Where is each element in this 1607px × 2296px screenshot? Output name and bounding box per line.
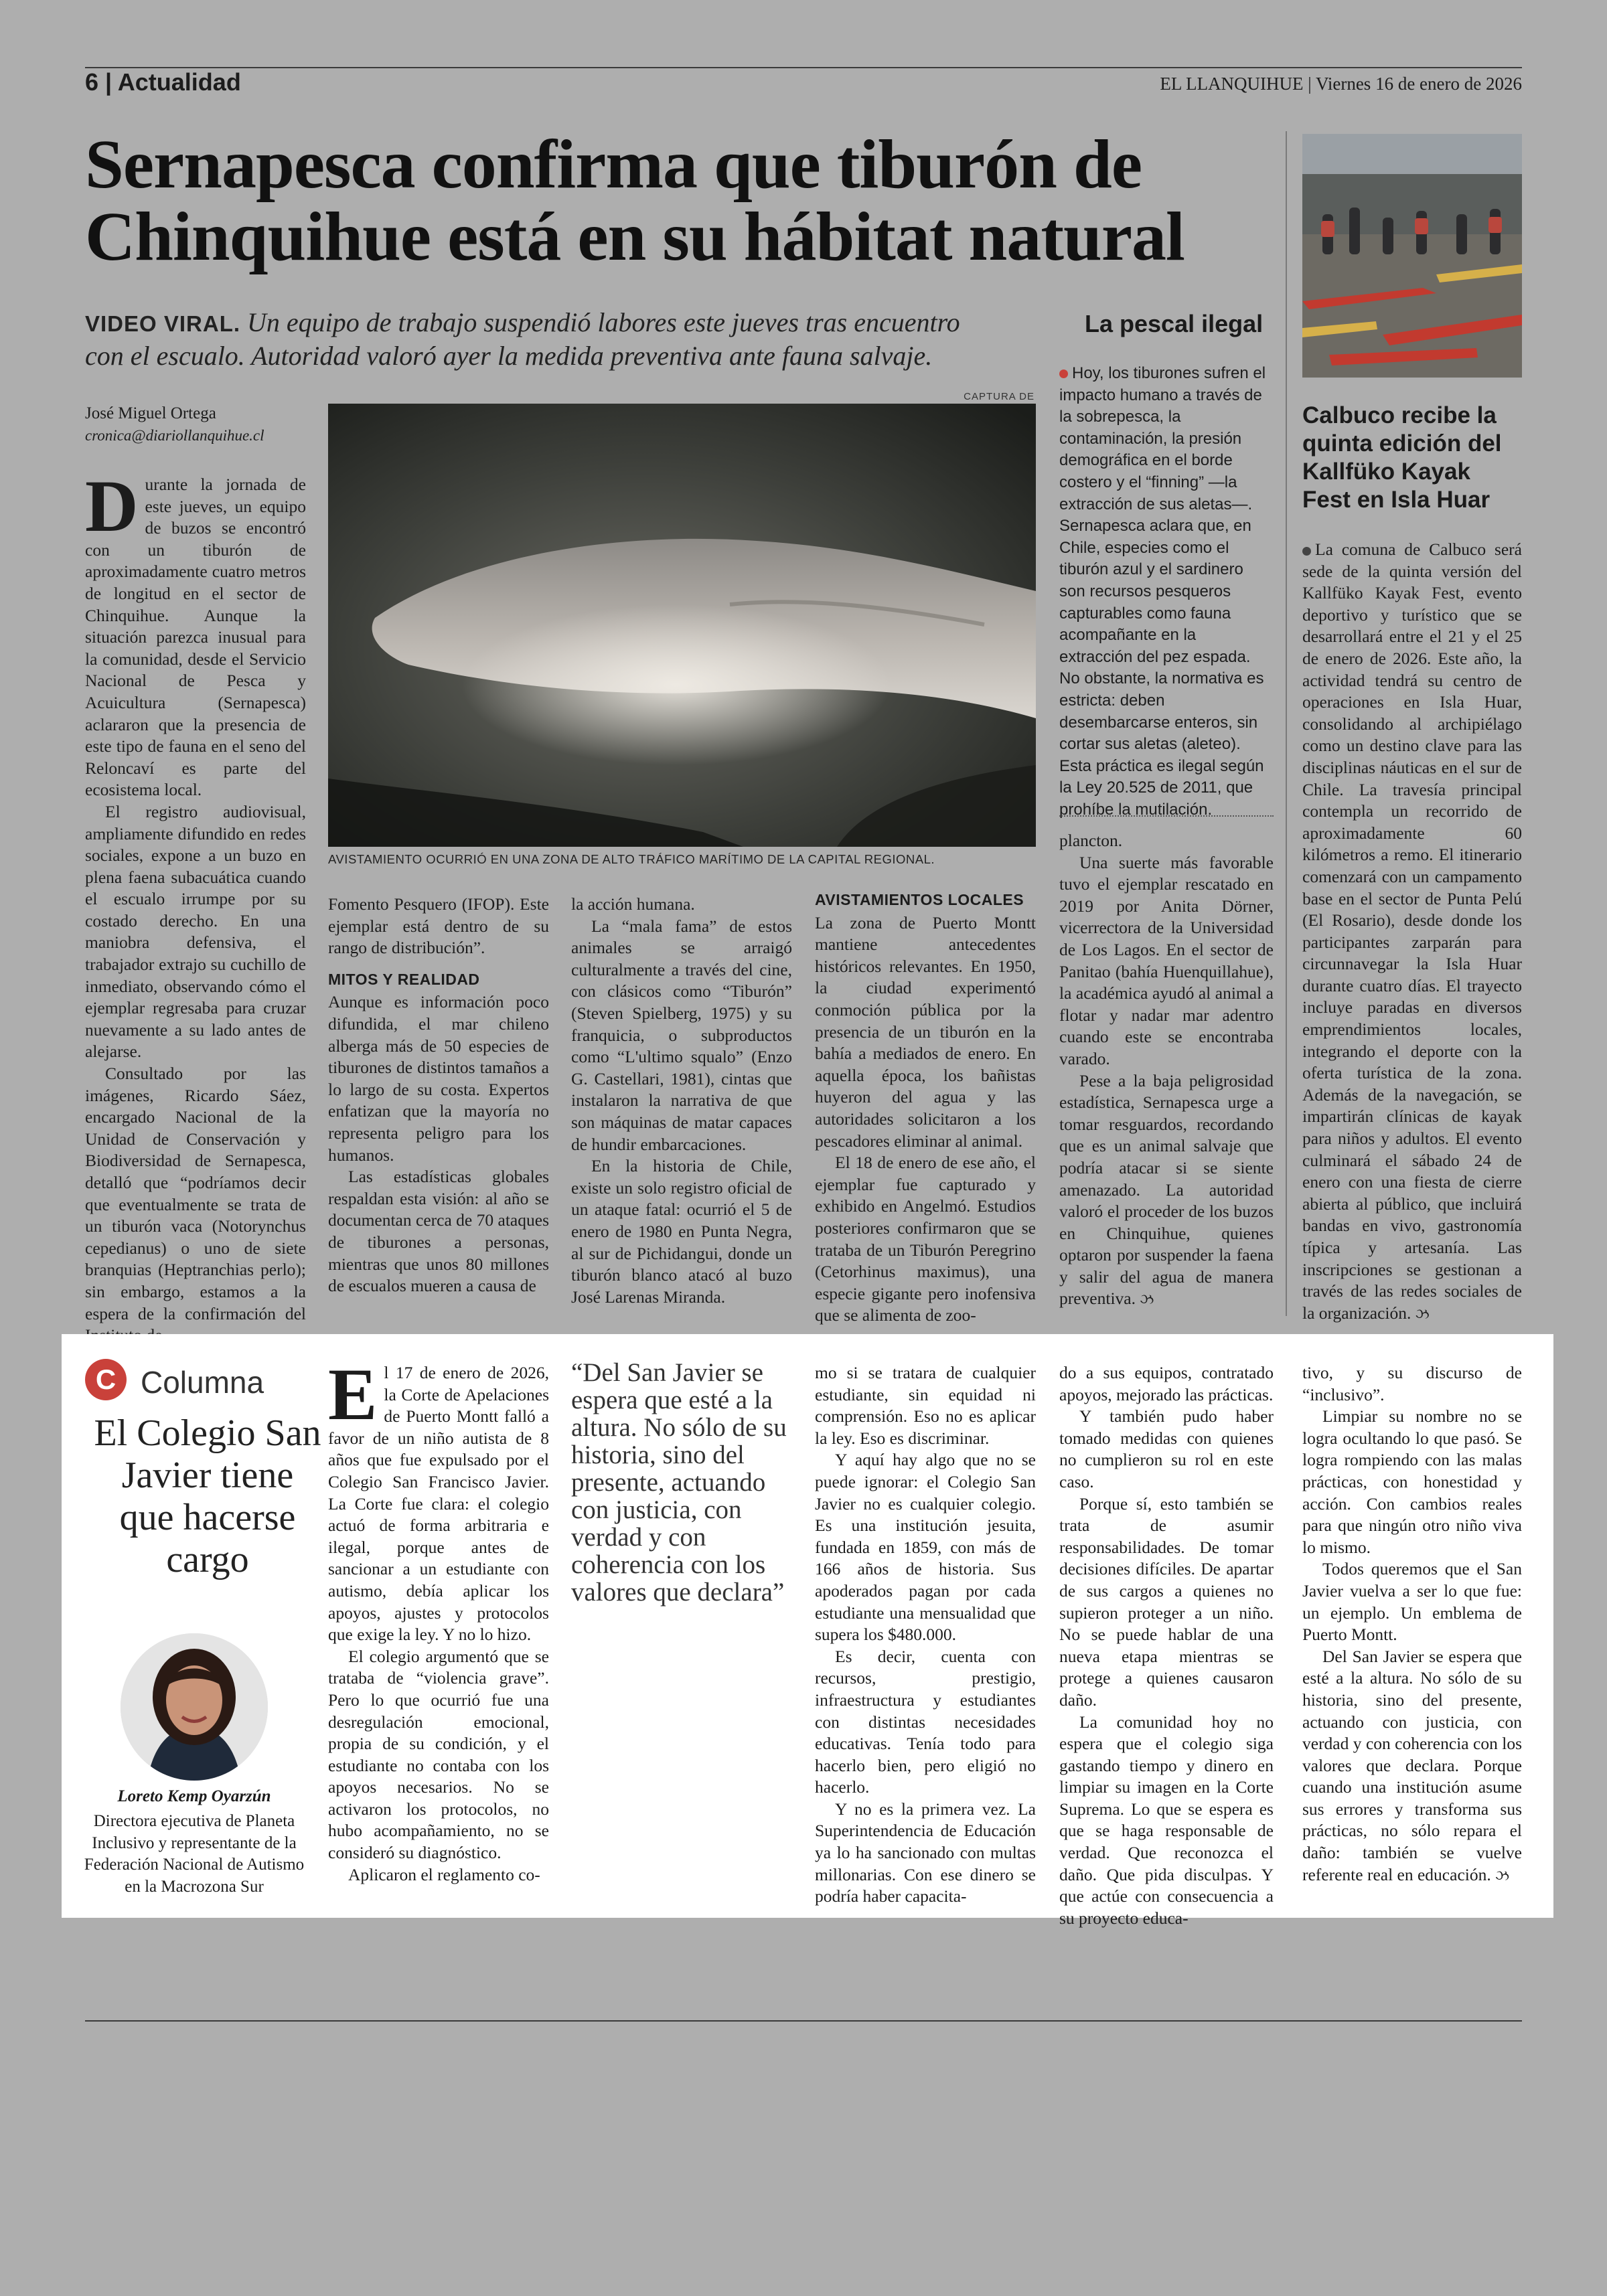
column-badge	[85, 1359, 127, 1400]
article-paragraph: El registro audiovisual, ampliamente difundido en redes sociales, expone a un buzo en plena faena subacuática cuando el escualo irrumpe por su costado derecho. En una maniobra defensiva, el trabajador extrajo su cuchillo de inmediato, observando cómo el ejemplar regresaba para cruzar nuevamente a su lado antes de alejarse.	[85, 801, 306, 1062]
column-paragraph: do a sus equipos, contratado apoyos, mejorado las prácticas.	[1059, 1363, 1274, 1404]
bullet-icon	[1302, 547, 1311, 556]
photo-credit: CAPTURA DE	[964, 391, 1035, 402]
column-author-name: Loreto Kemp Oyarzún	[117, 1787, 271, 1805]
headline	[85, 126, 1290, 275]
bottom-rule	[85, 2020, 1522, 2022]
issue-date: Viernes 16 de enero de 2026	[1315, 74, 1522, 94]
column-paragraph: Limpiar su nombre no se logra ocultando lo que pasó. Se logra rompiendo con las malas prácticas, con honestidad y acción. Con cambios reales para que ningún otro niño viva lo mismo.	[1302, 1406, 1522, 1557]
column-paragraph: Aplicaron el reglamento co-	[348, 1864, 540, 1884]
column-paragraph: mo si se tratara de cualquier estudiante, sin equidad ni comprensión. Eso no es aplicar la ley. Eso es discriminar.	[815, 1363, 1036, 1448]
sidebar-divider	[1059, 815, 1274, 817]
brief-photo	[1302, 134, 1522, 378]
bullet-icon	[1059, 370, 1068, 378]
column-text-3	[1059, 1362, 1274, 1929]
photo-caption: AVISTAMIENTO OCURRIÓ EN UNA ZONA DE ALTO TRÁFICO MARÍTIMO DE LA CAPITAL REGIONAL.	[328, 852, 935, 866]
end-mark-icon: ઝ	[1415, 1305, 1430, 1322]
column-paragraph: Del San Javier se espera que esté a la altura. No sólo de su historia, sino del presente, actuando con justicia, con verdad y con coherencia con los valores que declara. Porque cuando una institución asume sus errores y transforma sus prácticas, no sólo repara el daño: también se vuelve referente real en educación. ઝ	[1302, 1646, 1522, 1884]
pull-quote: “Del San Javier se espera que esté a la altura. No sólo de su historia, sino del presente, actuando con justicia, con verdad y con coherencia con los valores que declara”	[571, 1358, 787, 1607]
article-column-5	[1059, 830, 1274, 1311]
column-paragraph: El colegio argumentó que se trataba de “violencia grave”. Pero lo que ocurrió fue una desregulación emocional, propia de su condición, y el estudiante no contaba con los apoyos necesarios. No se activaron los protocolos, no hubo acompañamiento, no se consideró su diagnóstico.	[328, 1646, 549, 1863]
headline-line-1: Sernapesca confirma que tiburón de	[85, 126, 1142, 203]
deck-part-2: con el escualo. Autoridad valoró ayer la medida preventiva ante fauna salvaje.	[85, 341, 933, 371]
column-text-1	[328, 1354, 549, 1886]
kicker: VIDEO VIRAL.	[85, 311, 241, 336]
shark-underwater-photo	[328, 404, 1036, 847]
article-paragraph: El 18 de enero de ese año, el ejemplar fue capturado y exhibido en Angelmó. Estudios posteriores confirmaron que se trataba de un Tiburón Peregrino (Cetorhinus maximus), una especie gigante pero inofensiva que se alimenta de zoo-	[815, 1153, 1036, 1325]
column-dropcap: E	[328, 1354, 378, 1435]
column-label: Columna	[141, 1365, 264, 1400]
masthead-meta: EL LLANQUIHUE | Viernes 16 de enero de 2026	[1160, 74, 1522, 94]
column-paragraph: El 17 de enero de 2026, la Corte de Apelaciones de Puerto Montt falló a favor de un niño autista de 8 años que fue expulsado por el Colegio San Francisco Javier. La Corte fue clara: el colegio actuó de forma arbitraria e ilegal, porque antes de sancionar a un estudiante con autismo, debía aplicar los apoyos, ajustes y protocolos que exige la ley. Y no lo hizo.	[328, 1354, 549, 1645]
article-column-4	[815, 889, 1036, 1327]
article-paragraph: En la historia de Chile, existe un solo registro oficial de un ataque fatal: ocurrió el 5 de enero de 1980 en Punta Negra, al sur de Pichidangui, donde un tiburón blanco atacó al buzo José Larenas Miranda.	[571, 1156, 792, 1307]
article-paragraph: La zona de Puerto Montt mantiene antecedentes históricos relevantes. En 1950, la ciudad experimentó conmoción pública por la presencia de un tiburón en la bahía a mediados de enero. En aquella época, los bañistas huyeron del agua y las autoridades solicitaron a los pescadores eliminar al animal.	[815, 912, 1036, 1151]
article-column-1	[85, 465, 306, 1347]
page-folio: 6 | Actualidad	[85, 68, 241, 96]
article-paragraph: Fomento Pesquero (IFOP). Este ejemplar está dentro de su rango de distribución”.	[328, 894, 549, 958]
sidebar-box-text: Hoy, los tiburones sufren el impacto humano a través de la sobrepesca, la contaminación, la presión demográfica en el borde costero y el “finning” —la extracción de sus aletas—. Sernapesca aclara que, en Chile, especies como el tiburón azul y el sardinero son recursos pesqueros capturables como fauna acompañante en la extracción del pez espada. No obstante, la normativa es estricta: deben desembarcarse enteros, sin cortar sus aletas (aleteo). Esta práctica es ilegal según la Ley 20.525 de 2011, que prohíbe la mutilación.	[1059, 364, 1266, 819]
deck	[85, 307, 1063, 372]
article-paragraph: la acción humana.	[571, 894, 695, 914]
author-name: José Miguel Ortega	[85, 404, 216, 422]
end-mark-icon: ઝ	[1495, 1866, 1510, 1884]
article-paragraph: Una suerte más favorable tuvo el ejemplar rescatado en 2019 por Anita Dörner, vicerrectora de la Universidad de Los Lagos. En el sector de Panitao (bahía Huenquillahue), la académica ayudó al animal a flotar y nadar mar adentro cuando este se encontraba varado.	[1059, 852, 1274, 1068]
column-paragraph: Porque sí, esto también se trata de asumir responsabilidades. De tomar decisiones difíciles. De apartar de sus cargos a quienes no supieron proteger a un niño. No se puede hablar de una nueva etapa mientras se protege a quienes causaron daño.	[1059, 1493, 1274, 1710]
article-paragraph: plancton.	[1059, 831, 1123, 850]
headline-line-2: Chinquihue está en su hábitat natural	[85, 198, 1184, 275]
newspaper-name: EL LLANQUIHUE	[1160, 74, 1304, 94]
column-paragraph: Todos queremos que el San Javier vuelva a ser lo que fue: un ejemplo. Un emblema de Puerto Montt.	[1302, 1559, 1522, 1645]
author-photo	[121, 1633, 268, 1781]
dropcap: D	[85, 465, 139, 547]
article-column-2	[328, 894, 549, 1297]
sidebar-box-title: La pescal ilegal	[1085, 310, 1264, 337]
article-paragraph: Consultado por las imágenes, Ricardo Sáez, encargado Nacional de la Unidad de Conservación y Biodiversidad de Sernapesca, detalló que “podríamos decir que eventualmente se trata de un tiburón vaca (Notorynchus cepedianus) o uno de siete branquias (Heptranchias perlo); sin embargo, estamos a la espera de la confirmación del	[85, 1064, 306, 1323]
page-number: 6	[85, 68, 99, 96]
deck-part-1: Un equipo de trabajo suspendió labores este jueves tras encuentro	[240, 307, 960, 337]
brief-paragraph: La comuna de Calbuco será sede de la quinta versión del Kallfüko Kayak Fest, evento deportivo y turístico que se desarrollará entre el 21 y el 25 de enero de 2026. Este año, la actividad tendrá su centro de operaciones en Isla Huar, consolidando al archipiélago como un destino clave para las disciplinas náuticas en el sur de Chile. La travesía principal contempla un recorrido de aproximadamente 60 kilómetros a remo. El itinerario comenzará con un campamento base en el sector de Punta Pelú (El Rosario), desde donde los participantes zarparán para circunnavegar la Isla Huar durante cuatro días. El trayecto incluye paradas en diversos emprendimientos locales, integrando el deporte con la oferta turística de la zona. Además de la navegación, se impartirán clínicas de kayak para niños y adultos. El evento culminará el sábado 24 de enero con una fiesta de cierre abierta al público, que incluirá bandas en vivo, gastronomía típica y artesanía. Las inscripciones se gestionan a través de las redes sociales de la organización. ઝ	[1302, 540, 1522, 1323]
author-email[interactable]: cronica@diariollanquihue.cl	[85, 427, 264, 444]
article-paragraph: Pese a la baja peligrosidad estadística, Sernapesca urge a tomar resguardos, recordando que es un animal salvaje que podría atacar si se siente amenazado. La autoridad valoró el proceder de los buzos en Chinquihue, quienes optaron por suspender la faena y salir del agua de manera preventiva. ઝ	[1059, 1070, 1274, 1309]
section-name: Actualidad	[117, 68, 241, 96]
brief-headline: Calbuco recibe la quinta edición del Kallfüko Kayak Fest en Isla Huar	[1302, 402, 1502, 513]
column-paragraph: Y también pudo haber tomado medidas con quienes no cumplieron su rol en este caso.	[1059, 1406, 1274, 1491]
column-paragraph: La comunidad hoy no espera que el colegio siga gastando tiempo y dinero en limpiar su imagen en la Corte Suprema. Lo que se espera es que se haga responsable de verdad. Que reconozca el daño. Que pida disculpas. Y que actúe con consecuencia a su proyecto educa-	[1059, 1712, 1274, 1928]
article-column-3	[571, 894, 792, 1308]
column-author-bio: Directora ejecutiva de Planeta Inclusivo y representante de la Federación Nacional de Autismo en la Macrozona Sur	[84, 1812, 305, 1896]
article-paragraph: Aunque es información poco difundida, el mar chileno alberga más de 50 especies de tiburones de distintos tamaños a lo largo de su costa. Expertos enfatizan que la mayoría no representa peligro para los humanos.	[328, 992, 549, 1165]
brief-text	[1302, 539, 1522, 1325]
author-portrait	[121, 1633, 268, 1781]
column-paragraph: Y aquí hay algo que no se puede ignorar: el Colegio San Javier no es cualquier colegio. Es una institución jesuita, fundada en 1859, con más de 166 años de historia. Sus apoderados pagan por cada estudiante una mensualidad que supera los $480.000.	[815, 1450, 1036, 1645]
column-text-4	[1302, 1362, 1522, 1886]
top-rule	[85, 67, 1522, 68]
main-photo	[328, 404, 1036, 847]
column-text-2	[815, 1362, 1036, 1908]
subhead-avistamientos: AVISTAMIENTOS LOCALES	[815, 891, 1024, 908]
column-paragraph: Es decir, cuenta con recursos, prestigio, infraestructura y estudiantes con distintas necesidades educativas. Tenía todo para hacerlo bien, pero eligió no hacerlo.	[815, 1646, 1036, 1797]
brief-separator	[1286, 131, 1287, 1316]
column-paragraph: tivo, y su discurso de “inclusivo”.	[1302, 1363, 1522, 1404]
article-paragraph: Las estadísticas globales respaldan esta visión: al año se documentan cerca de 70 ataques de tiburones a personas, mientras que unos 80 millones de escualos mueren a causa de	[328, 1167, 549, 1296]
kayak-photo	[1302, 134, 1522, 378]
column-paragraph: Y no es la primera vez. La Superintendencia de Educación ya lo ha sancionado con multas millonarias. Con ese dinero se podría haber capacita-	[815, 1799, 1036, 1906]
end-mark-icon: ઝ	[1140, 1291, 1154, 1308]
byline	[85, 404, 319, 444]
subhead-mitos: MITOS Y REALIDAD	[328, 970, 480, 988]
article-paragraph: La “mala fama” de estos animales se arraigó culturalmente a través del cine, con clásicos como “Tiburón” (Steven Spielberg, 1975) y su franquicia, o subproductos como “L'ultimo squalo” (Enzo G. Castellari, 1981), cintas que instalaron la narrativa de que son máquinas de matar capaces de hundir embarcaciones.	[571, 916, 792, 1154]
column-title: El Colegio San Javier tiene que hacerse cargo	[94, 1412, 321, 1580]
column-badge-letter: C	[95, 1364, 117, 1395]
article-paragraph: Durante la jornada de este jueves, un equipo de buzos se encontró con un tiburón de aproximadamente cuatro metros de longitud en el sector de Chinquihue. Aunque la situación parezca inusual para la comunidad, desde el Servicio Nacional de Pesca y Acuicultura (Sernapesca) aclararon que la presencia de este tipo de fauna en el seno del Reloncaví es parte del ecosistema local.	[85, 465, 306, 800]
